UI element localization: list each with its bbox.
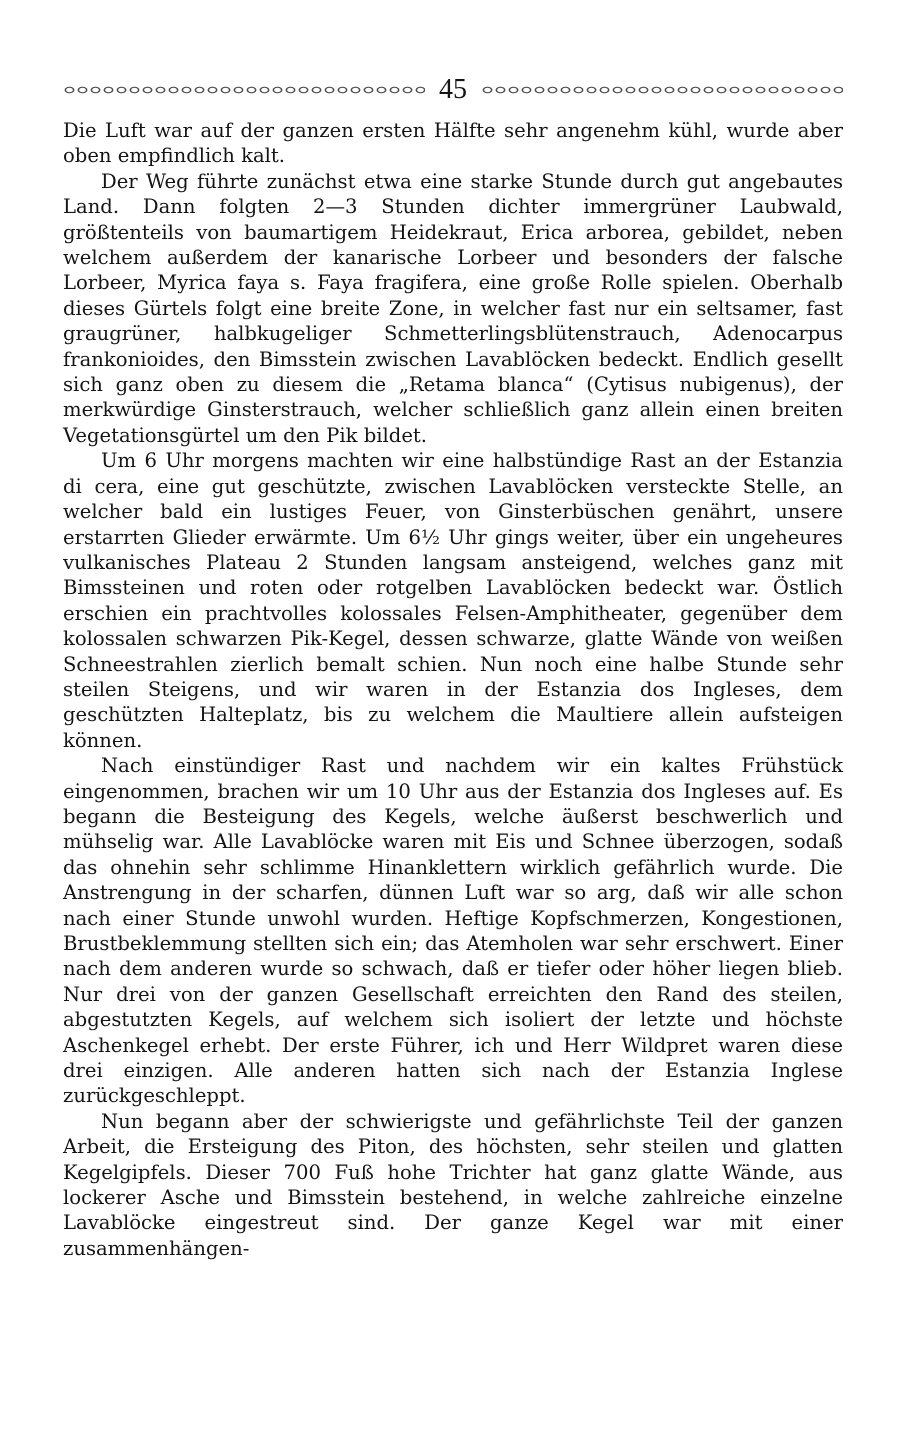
page-header xyxy=(63,70,843,110)
paragraph: Um 6 Uhr morgens machten wir eine halbstündige Rast an der Estanzia di cera, eine gut geschützte, zwischen Lavablöcken versteckte Stelle, an welcher bald ein lustiges Feuer, von Ginsterbüschen genährt, unsere erstarrten Glieder erwärmte. Um 6½ Uhr gings weiter, über ein ungeheures vulkanisches Plateau 2 Stunden langsam ansteigend, welches ganz mit Bimssteinen und roten oder rotgelben Lavablöcken bedeckt war. Östlich erschien ein prachtvolles kolossales Felsen-Amphitheater, gegenüber dem kolossalen schwarzen Pik-Kegel, dessen schwarze, glatte Wände von weißen Schneestrahlen zierlich bemalt schien. Nun noch eine halbe Stunde sehr steilen Steigens, und wir waren in der Estanzia dos Ingleses, dem geschützten Halteplatz, bis zu welchem die Maultiere allein aufsteigen können. xyxy=(63,449,843,752)
paragraph: Nach einstündiger Rast und nachdem wir ein kaltes Frühstück eingenommen, brachen wir um 10 Uhr aus der Estanzia dos Ingleses auf. Es begann die Besteigung des Kegels, welche äußerst beschwerlich und mühselig war. Alle Lavablöcke waren mit Eis und Schnee überzogen, sodaß das ohnehin sehr schlimme Hinanklettern wirklich gefährlich wurde. Die Anstrengung in der scharfen, dünnen Luft war so arg, daß wir alle schon nach einer Stunde unwohl wurden. Heftige Kopfschmerzen, Kongestionen, Brustbeklemmung stellten sich ein; das Atemholen war sehr erschwert. Einer nach dem anderen wurde so schwach, daß er tiefer oder höher liegen blieb. Nur drei von der ganzen Gesellschaft erreichten den Rand des steilen, abgestutzten Kegels, auf welchem sich isoliert der letzte und höchste Aschenkegel erhebt. Der erste Führer, ich und Herr Wildpret waren diese drei einzigen. Alle anderen hatten sich nach der Estanzia Inglese zurückgeschleppt. xyxy=(63,754,843,1108)
right-ornament-border xyxy=(481,84,843,96)
page-number: 45 xyxy=(439,74,467,105)
paragraph: Die Luft war auf der ganzen ersten Hälfte sehr angenehm kühl, wurde aber oben empfindlich kalt. xyxy=(63,119,843,168)
paragraph: Nun begann aber der schwierigste und gefährlichste Teil der ganzen Arbeit, die Ersteigung des Piton, des höchsten, sehr steilen und glatten Kegelgipfels. Dieser 700 Fuß hohe Trichter hat ganz glatte Wände, aus lockerer Asche und Bimsstein bestehend, in welche zahlreiche einzelne Lavablöcke eingestreut sind. Der ganze Kegel war mit einer zusammenhängen- xyxy=(63,1109,843,1260)
left-ornament-border xyxy=(63,84,425,96)
paragraph: Der Weg führte zunächst etwa eine starke Stunde durch gut angebautes Land. Dann folgten 2—3 Stunden dichter immergrüner Laubwald, größtenteils von baumartigem Heidekraut, Erica arborea, gebildet, neben welchem außerdem der kanarische Lorbeer und besonders der falsche Lorbeer, Myrica faya s. Faya fragifera, eine große Rolle spielen. Oberhalb dieses Gürtels folgt eine breite Zone, in welcher fast nur ein seltsamer, fast graugrüner, halbkugeliger Schmetterlingsblütenstrauch, Adenocarpus frankonioides, den Bimsstein zwischen Lavablöcken bedeckt. Endlich gesellt sich ganz oben zu diesem die „Retama blanca“ (Cytisus nubigenus), der merkwürdige Ginsterstrauch, welcher schließlich ganz allein einen breiten Vegetationsgürtel um den Pik bildet. xyxy=(63,169,843,447)
book-page xyxy=(63,70,843,1261)
body-text xyxy=(63,118,843,1261)
